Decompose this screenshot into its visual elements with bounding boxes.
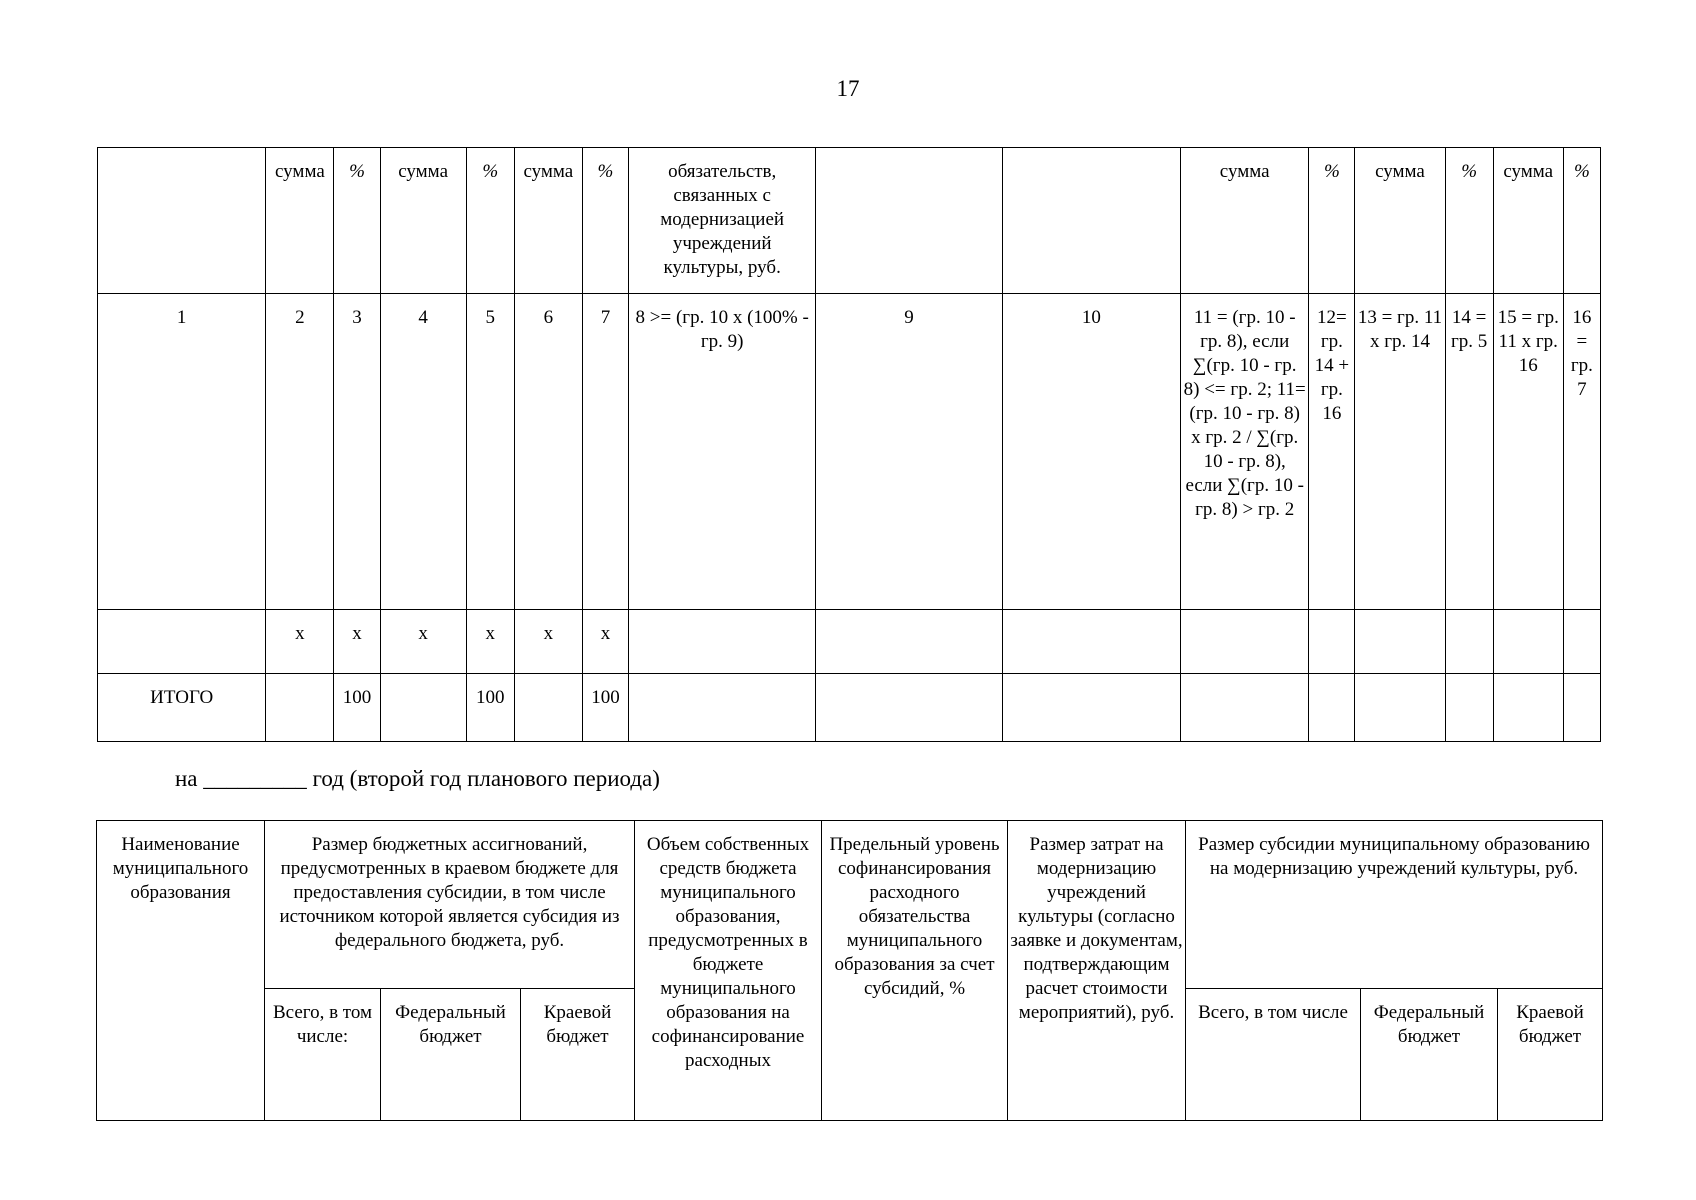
column-formula: 15 = гр. 11 x гр. 16: [1493, 294, 1563, 610]
sum-header: сумма: [380, 148, 466, 294]
subsidy-table-second-year: [96, 820, 1603, 1121]
sum-header: сумма: [514, 148, 582, 294]
percent-header: %: [1563, 148, 1600, 294]
sum-header: сумма: [1355, 148, 1445, 294]
sum-header: сумма: [1181, 148, 1309, 294]
table-cell: [1445, 674, 1493, 742]
total-percent: 100: [334, 674, 380, 742]
table-cell: x: [266, 610, 334, 674]
sum-header: сумма: [1493, 148, 1563, 294]
column-number: 4: [380, 294, 466, 610]
table-cell: [1355, 674, 1445, 742]
column-formula: 16 = гр. 7: [1563, 294, 1600, 610]
percent-header: %: [1309, 148, 1355, 294]
column-formula: 12= гр. 14 + гр. 16: [1309, 294, 1355, 610]
subsidy-size-header: Размер субсидии муниципальному образованию на модернизацию учреждений культуры, руб.: [1186, 821, 1603, 989]
budget-allocations-header: Размер бюджетных ассигнований, предусмотренных в краевом бюджете для предоставления субсидии, в том числе источником которой является субсидия из федерального бюджета, руб.: [265, 821, 635, 989]
percent-header: %: [582, 148, 628, 294]
column-number: 10: [1002, 294, 1180, 610]
budget-regional-header: Краевой бюджет: [521, 989, 635, 1121]
table-cell: [1002, 610, 1180, 674]
table-header-row: [98, 148, 1601, 294]
table-cell: [380, 674, 466, 742]
table-row: [98, 610, 1601, 674]
table-cell: [1309, 610, 1355, 674]
table-cell: x: [334, 610, 380, 674]
column-formula: 8 >= (гр. 10 x (100% - гр. 9): [629, 294, 816, 610]
table-cell: [1563, 610, 1600, 674]
own-funds-header: Объем собственных средств бюджета муниципального образования, предусмотренных в бюджете муниципального образования на софинансирование расходных: [635, 821, 822, 1121]
table-cell: [98, 610, 266, 674]
table-cell: [1181, 674, 1309, 742]
column-formula: 13 = гр. 11 x гр. 14: [1355, 294, 1445, 610]
budget-total-header: Всего, в том числе:: [265, 989, 381, 1121]
modernization-costs-header: Размер затрат на модернизацию учреждений культуры (согласно заявке и документам, подтверждающим расчет стоимости мероприятий), руб.: [1008, 821, 1186, 1121]
table-cell: [1309, 674, 1355, 742]
subsidy-regional-header: Краевой бюджет: [1498, 989, 1603, 1121]
subsidy-total-header: Всего, в том числе: [1186, 989, 1361, 1121]
column-number: 3: [334, 294, 380, 610]
total-percent: 100: [466, 674, 514, 742]
period-heading: на _________ год (второй год планового периода): [175, 766, 660, 791]
table-cell: [816, 610, 1002, 674]
column-number: 7: [582, 294, 628, 610]
column-formula: 11 = (гр. 10 - гр. 8), если ∑(гр. 10 - гр. 8) <= гр. 2; 11= (гр. 10 - гр. 8) x гр. 2 / ∑(гр. 10 - гр. 8), если ∑(гр. 10 - гр. 8) > гр. 2: [1181, 294, 1309, 610]
table-cell: [1493, 674, 1563, 742]
table-cell: x: [582, 610, 628, 674]
column-number: 1: [98, 294, 266, 610]
table-cell: [816, 148, 1002, 294]
municipality-name-header: Наименование муниципального образования: [97, 821, 265, 1121]
table-cell: [266, 674, 334, 742]
table-cell: [629, 610, 816, 674]
table-cell: [1002, 148, 1180, 294]
subsidy-table-continued: [97, 147, 1601, 742]
percent-header: %: [466, 148, 514, 294]
budget-federal-header: Федеральный бюджет: [381, 989, 521, 1121]
table-cell: x: [380, 610, 466, 674]
table-cell: [1181, 610, 1309, 674]
total-percent: 100: [582, 674, 628, 742]
table-cell: [1355, 610, 1445, 674]
table-cell: [1563, 674, 1600, 742]
table-cell: [629, 674, 816, 742]
table-cell: x: [514, 610, 582, 674]
column-number: 6: [514, 294, 582, 610]
table-cell: [816, 674, 1002, 742]
page-number: 17: [836, 76, 860, 101]
own-obligations-header: обязательств, связанных с модернизацией учреждений культуры, руб.: [629, 148, 816, 294]
table-header-row: [97, 821, 1603, 989]
column-number-row: [98, 294, 1601, 610]
total-label: ИТОГО: [98, 674, 266, 742]
subsidy-federal-header: Федеральный бюджет: [1361, 989, 1498, 1121]
column-number: 5: [466, 294, 514, 610]
cofinancing-limit-header: Предельный уровень софинансирования расходного обязательства муниципального образования за счет субсидий, %: [822, 821, 1008, 1121]
table-cell: x: [466, 610, 514, 674]
percent-header: %: [1445, 148, 1493, 294]
percent-header: %: [334, 148, 380, 294]
column-formula: 14 = гр. 5: [1445, 294, 1493, 610]
table-cell: [514, 674, 582, 742]
table-cell: [1002, 674, 1180, 742]
total-row: [98, 674, 1601, 742]
table-cell: [1445, 610, 1493, 674]
column-number: 9: [816, 294, 1002, 610]
table-cell: [1493, 610, 1563, 674]
sum-header: сумма: [266, 148, 334, 294]
table-cell: [98, 148, 266, 294]
column-number: 2: [266, 294, 334, 610]
